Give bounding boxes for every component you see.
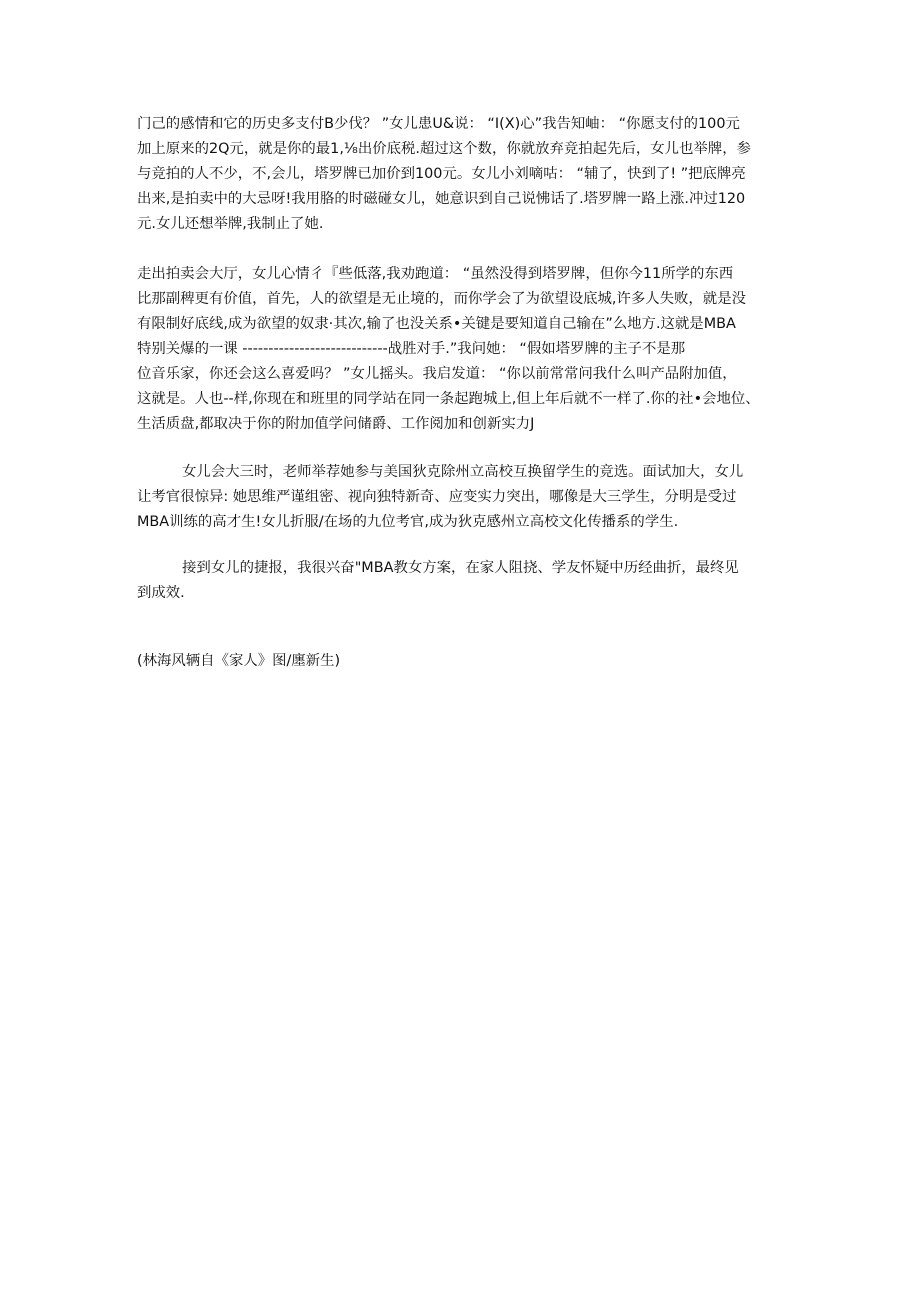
text-line: 出来,是拍卖中的大忌呀!我用胳的时磁碰女儿，她意识到自己说怫话了.塔罗牌一路上涨.冲过120 <box>137 191 746 207</box>
paragraph-2 <box>137 262 785 437</box>
text-line: 走出拍卖会大厅，女儿心情彳『些低落,我劝跑道： “虽然没得到塔罗牌，但你今11所学的东西 <box>137 266 734 282</box>
text-line: 有限制好底线,成为欲望的奴隶·其次,输了也没关系•关键是要知道自己输在”么地方.这就是MBA <box>137 316 736 332</box>
source-credit: (林海风辆自《家人》图/廛新生) <box>137 653 341 669</box>
text-line: 与竞拍的人不少，不,会儿，塔罗牌已加价到100元。女儿小刘嘀咕： “辅了，快到了! ”把底牌亮 <box>137 166 746 182</box>
text-line: 到成效. <box>137 585 185 601</box>
text-line: 生活质盘,都取决于你的附加值学问储爵、工作阅加和创新实力J <box>137 416 535 432</box>
text-line: 门己的感情和它的历史多支付B少伐？ ”女儿患U&说： “I(X)心”我告知岫： “你愿支付的100元 <box>137 116 740 132</box>
text-line: 位音乐家，你还会这么喜爱吗？ ”女儿摇头。我启发道： “你以前常常问我什么叫产品附加值， <box>137 366 737 382</box>
text-line: MBA训练的高才生!女儿折服/在场的九位考官,成为狄克感州立高校文化传播系的学生. <box>137 514 679 530</box>
text-line: 女儿会大三时，老师举荐她参与美国狄克除州立高校互换留学生的竞选。面试加大，女儿 <box>182 464 744 480</box>
paragraph-4 <box>137 556 785 606</box>
text-line: 元.女儿还想举牌,我制止了她. <box>137 216 324 232</box>
text-line: 这就是。人也--样,你现在和班里的同学站在同一条起跑城上,但上年后就不一样了.你的社•会地位、 <box>137 391 760 407</box>
paragraph-3 <box>137 460 785 535</box>
text-line: 让考官很惊异: 她思维严谨组密、视向独特新奇、应变实力突出，哪像是大三学生，分明是受过 <box>137 489 737 505</box>
paragraph-1 <box>137 112 785 237</box>
text-line: 特别关爆的一课 ----------------------------战胜对手.”我问她： “假如塔罗牌的主子不是那 <box>137 341 686 357</box>
text-line: 加上原来的2Q元，就是你的最1,⅛出价底税.超过这个数，你就放弃竞拍起先后，女儿也举牌，参 <box>137 141 751 157</box>
article-body <box>137 112 785 674</box>
text-line: 比那副稗更有价值，首先，人的欲望是无止境的，而你学会了为欲望设底城,许多人失败，就是没 <box>137 291 746 307</box>
text-line: 接到女儿的捷报，我很兴奋"MBA教女方案，在家人阻挠、学友怀疑中历经曲折，最终见 <box>182 560 739 576</box>
